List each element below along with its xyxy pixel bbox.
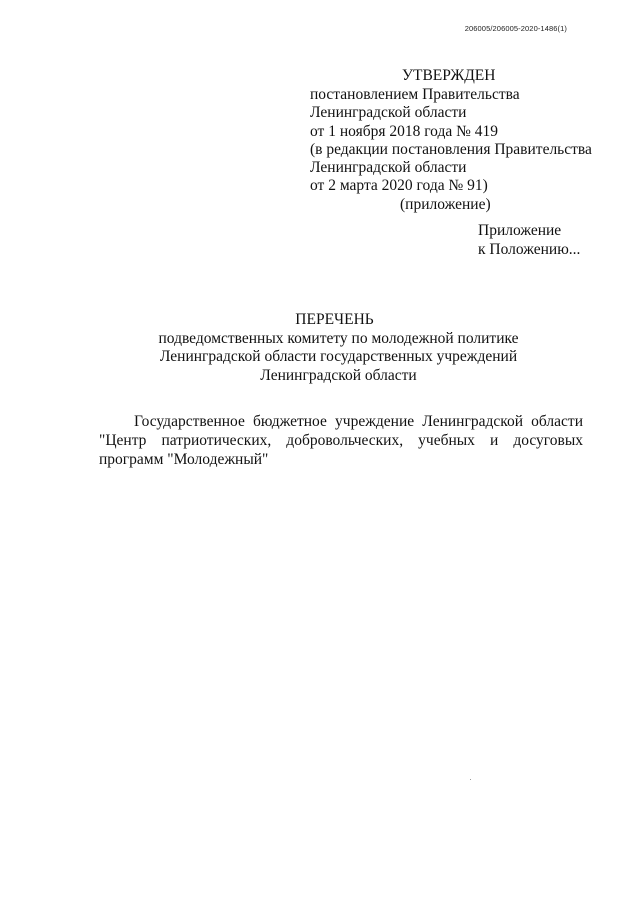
scan-speck [470,779,471,780]
approval-note: (приложение) [400,195,491,213]
appendix-reference: к Положению... [478,240,581,258]
list-subtitle-line: подведомственных комитету по молодежной политике [158,329,519,347]
list-subtitle-line: Ленинградской области государственных учреждений [159,348,518,365]
approval-line: Ленинградской области [310,159,467,177]
list-subtitle-line: Ленинградской области [260,366,417,384]
approval-line: Ленинградской области [310,104,467,122]
approval-line: от 2 марта 2020 года № 91) [310,177,488,195]
approval-line: от 1 ноября 2018 года № 419 [310,122,499,140]
list-title-block [0,311,639,385]
approval-line: постановлением Правительства [310,86,520,103]
document-id: 206005/206005-2020-1486(1) [464,24,567,33]
approval-block [310,86,630,214]
approval-title: УТВЕРЖДЕН [402,67,496,84]
appendix-block [478,222,580,259]
institution-entry: Государственное бюджетное учреждение Ленинградской области "Центр патриотических, добровольческих, учебных и досуговых программ "Молодежный" [99,413,583,468]
appendix-label: Приложение [478,222,562,239]
approval-line: (в редакции постановления Правительства [310,140,592,158]
list-title: ПЕРЕЧЕНЬ [295,311,374,328]
